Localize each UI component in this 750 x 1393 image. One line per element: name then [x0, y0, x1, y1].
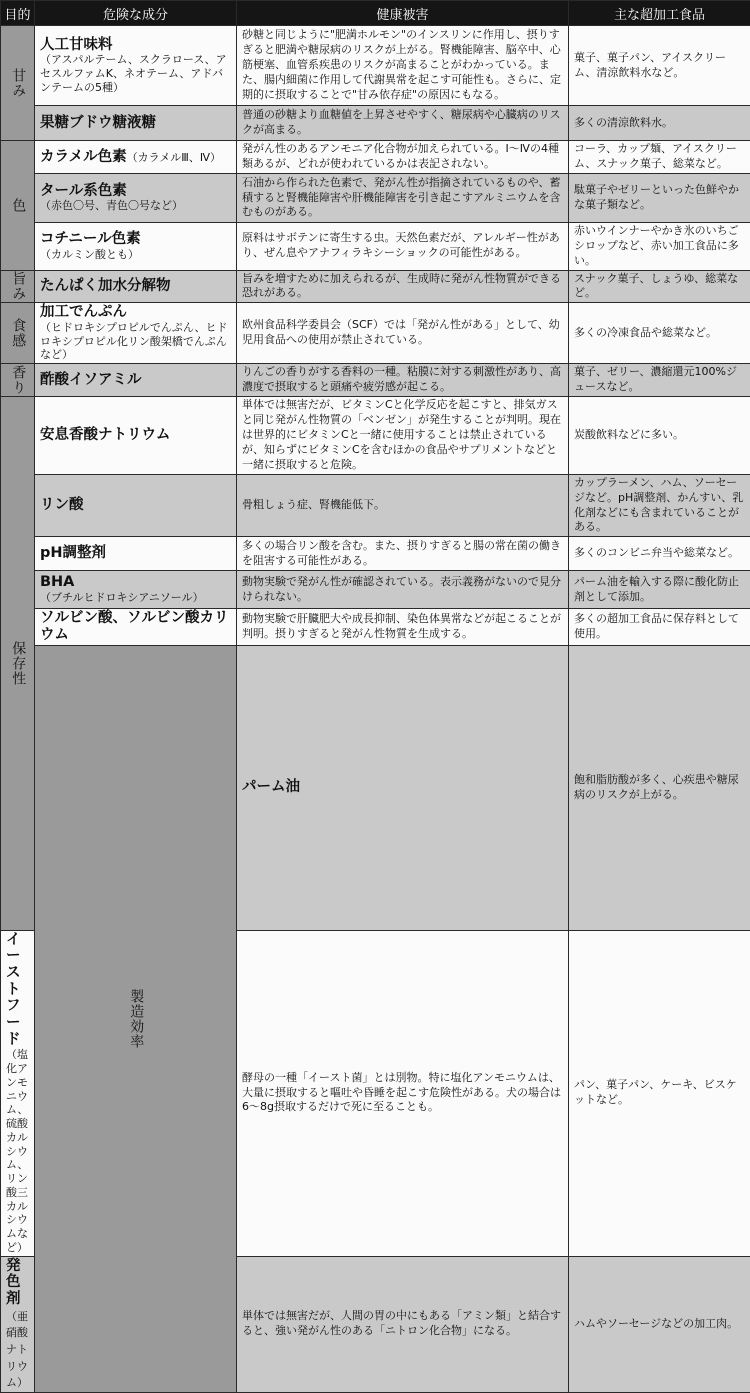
table-row: [1, 537, 750, 571]
table-row: [1, 270, 750, 303]
component-cell: 人工甘味料 （アスパルテーム、スクラロース、アセスルファムK、ネオテーム、アドバンテームの5種）: [35, 26, 237, 106]
header-component: 危険な成分: [35, 1, 237, 26]
harm-cell: 原料はサボテンに寄生する虫。天然色素だが、アレルギー性があり、ぜん息やアナフィラキシーショックの可能性がある。: [237, 223, 569, 271]
table-row: [1, 141, 750, 174]
harm-cell: 旨みを増すために加えられるが、生成時に発がん性物質ができる恐れがある。: [237, 270, 569, 303]
table-row: [1, 223, 750, 271]
purpose-cell: 色: [1, 141, 35, 271]
foods-cell: 多くのコンビニ弁当や総菜など。: [569, 537, 750, 571]
header-purpose: 目的: [1, 1, 35, 26]
harm-cell: 酵母の一種「イースト菌」とは別物。特に塩化アンモニウムは、大量に摂取すると嘔吐や昏睡を起こす危険性がある。犬の場合は6～8g摂取するだけで死に至ることも。: [237, 930, 569, 1256]
table-row: [1, 364, 750, 397]
component-cell: パーム油: [237, 645, 569, 930]
foods-cell: 多くの清涼飲料水。: [569, 106, 750, 141]
component-cell: ソルビン酸、ソルビン酸カリウム: [35, 609, 237, 645]
component-cell: タール系色素 （赤色〇号、青色〇号など）: [35, 174, 237, 223]
component-cell: カラメル色素（カラメルⅢ、Ⅳ）: [35, 141, 237, 174]
foods-cell: 菓子、ゼリー、濃縮還元100%ジュースなど。: [569, 364, 750, 397]
harm-cell: 単体では無害だが、ビタミンCと化学反応を起こすと、排気ガスと同じ発がん性物質の「ベンゼン」が発生することが判明。現在は世界的にビタミンCと一緒に使用することは禁止されているが、知らずにビタミンCを含むほかの食品やサプリメントなどと一緒に摂取すると危険。: [237, 396, 569, 474]
table-row: [1, 174, 750, 223]
harm-cell: 飽和脂肪酸が多く、心疾患や糖尿病のリスクが上がる。: [569, 645, 750, 930]
harm-cell: りんごの香りがする香料の一種。粘膜に対する刺激性があり、高濃度で摂取すると頭痛や疲労感が起こる。: [237, 364, 569, 397]
harm-cell: 石油から作られた色素で、発がん性が指摘されているものや、蓄積すると腎機能障害や肝機能障害を引き起こすアルミニウムを含むものがある。: [237, 174, 569, 223]
foods-cell: 多くの超加工食品に保存料として使用。: [569, 609, 750, 645]
harm-cell: 動物実験で肝臓肥大や成長抑制、染色体異常などが起こることが判明。摂りすぎると発がん性物質を生成する。: [237, 609, 569, 645]
table-row: [1, 303, 750, 364]
purpose-cell: 旨み: [1, 270, 35, 303]
harm-cell: 普通の砂糖より血糖値を上昇させやすく、糖尿病や心臓病のリスクが高まる。: [237, 106, 569, 141]
table-row: [1, 26, 750, 106]
header-foods: 主な超加工食品: [569, 1, 750, 26]
foods-cell: パン、菓子パン、ケーキ、ビスケットなど。: [569, 930, 750, 1256]
purpose-cell: 製造効率: [35, 645, 237, 1392]
component-cell: pH調整剤: [35, 537, 237, 571]
harm-cell: 砂糖と同じように"肥満ホルモン"のインスリンに作用し、摂りすぎると肥満や糖尿病のリスクが上がる。腎機能障害、脳卒中、心筋梗塞、血管系疾患のリスクが高まることがわかっている。また、腸内細菌に作用して代謝異常を起こす可能性も。さらに、定期的に摂取することで"甘み依存症"の原因にもなる。: [237, 26, 569, 106]
harm-cell: 動物実験で発がん性が確認されている。表示義務がないので見分けられない。: [237, 571, 569, 609]
foods-cell: ハムやソーセージなどの加工肉。: [569, 1256, 750, 1392]
table-row: [1, 106, 750, 141]
component-cell: BHA （ブチルヒドロキシアニソール）: [35, 571, 237, 609]
purpose-cell: 甘み: [1, 26, 35, 141]
foods-cell: 多くの冷凍食品や総菜など。: [569, 303, 750, 364]
foods-cell: パーム油を輸入する際に酸化防止剤として添加。: [569, 571, 750, 609]
foods-cell: 赤いウインナーやかき氷のいちごシロップなど、赤い加工食品に多い。: [569, 223, 750, 271]
component-cell: 加工でんぷん （ヒドロキシプロピルでんぷん、ヒドロキシプロピル化リン酸架橋でんぷんなど）: [35, 303, 237, 364]
component-cell: たんぱく加水分解物: [35, 270, 237, 303]
table-row: [1, 396, 750, 474]
harm-cell: 発がん性のあるアンモニア化合物が加えられている。Ⅰ～Ⅳの4種類あるが、どれが使われているかは表記されない。: [237, 141, 569, 174]
component-cell: イーストフード （塩化アンモニウム、硫酸カルシウム、リン酸三カルシウムなど）: [1, 930, 35, 1256]
harm-cell: 骨粗しょう症、腎機能低下。: [237, 474, 569, 536]
foods-cell: 駄菓子やゼリーといった色鮮やかな菓子類など。: [569, 174, 750, 223]
component-cell: 安息香酸ナトリウム: [35, 396, 237, 474]
header-harm: 健康被害: [237, 1, 569, 26]
foods-cell: カップラーメン、ハム、ソーセージなど。pH調整剤、かんすい、乳化剤などにも含まれていることがある。: [569, 474, 750, 536]
component-cell: リン酸: [35, 474, 237, 536]
foods-cell: スナック菓子、しょうゆ、総菜など。: [569, 270, 750, 303]
harm-cell: 欧州食品科学委員会（SCF）では「発がん性がある」として、幼児用食品への使用が禁止されている。: [237, 303, 569, 364]
foods-cell: 菓子、菓子パン、アイスクリーム、清涼飲料水など。: [569, 26, 750, 106]
component-cell: 発色剤（亜硝酸ナトリウム）: [1, 1256, 35, 1392]
table-row: [1, 571, 750, 609]
component-cell: 果糖ブドウ糖液糖: [35, 106, 237, 141]
component-cell: コチニール色素 （カルミン酸とも）: [35, 223, 237, 271]
purpose-cell: 保存性: [1, 396, 35, 930]
foods-cell: 炭酸飲料などに多い。: [569, 396, 750, 474]
table-row: [1, 645, 750, 930]
table-row: [1, 474, 750, 536]
harm-cell: 単体では無害だが、人間の胃の中にもある「アミン類」と結合すると、強い発がん性のある「ニトロン化合物」になる。: [237, 1256, 569, 1392]
foods-cell: コーラ、カップ麺、アイスクリーム、スナック菓子、総菜など。: [569, 141, 750, 174]
purpose-cell: 食感: [1, 303, 35, 364]
purpose-cell: 香り: [1, 364, 35, 397]
component-cell: 酢酸イソアミル: [35, 364, 237, 397]
harm-cell: 多くの場合リン酸を含む。また、摂りすぎると腸の常在菌の働きを阻害する可能性がある。: [237, 537, 569, 571]
header-row: [1, 1, 750, 26]
table-row: [1, 609, 750, 645]
